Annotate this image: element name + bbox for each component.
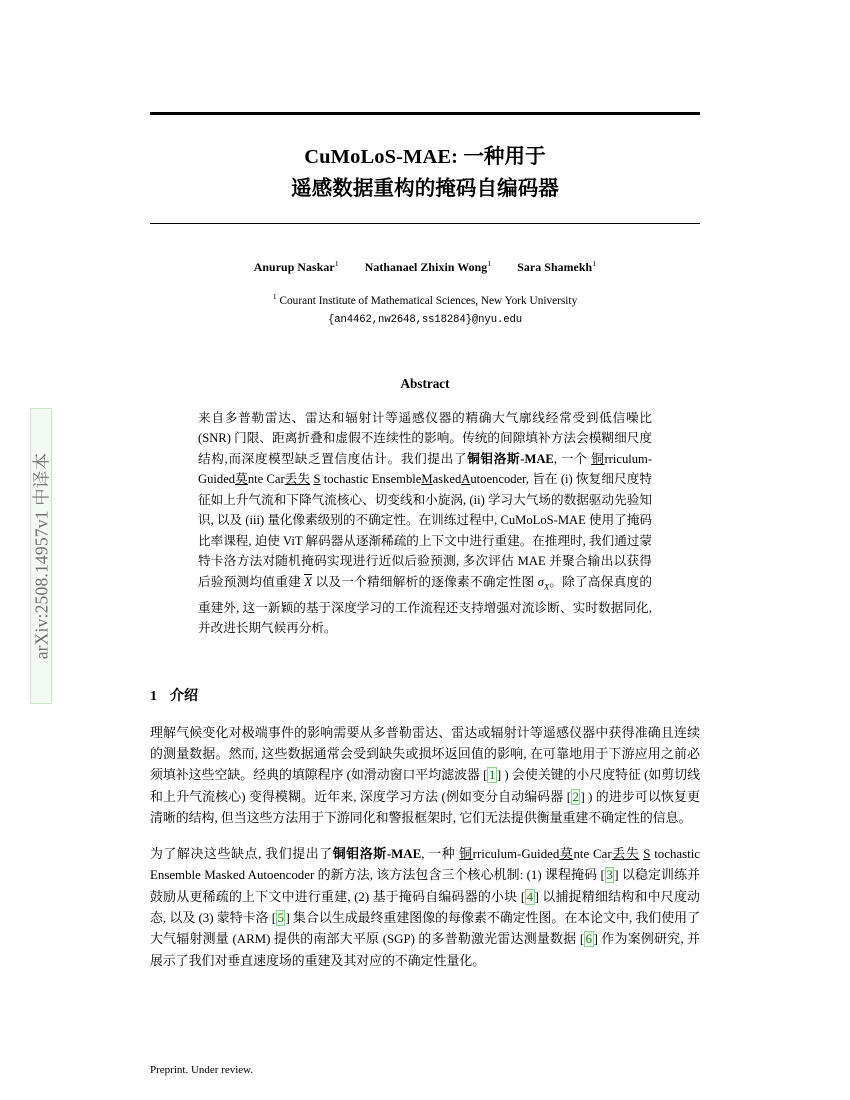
page-footer: Preprint. Under review.: [150, 1064, 254, 1076]
acronym-letter-mm: M: [421, 472, 433, 487]
paragraph-text: 集合以生成最终重建图像的每像素不确定性图。在本论文中, 我们使用了大气辐射测量 (ARM) 提供的南部大平原 (SGP) 的多普勒激光雷达测量数据: [150, 911, 700, 947]
section-title: 介绍: [170, 688, 198, 704]
contact-email: {an4462,nw2648,ss18284}@nyu.edu: [328, 313, 522, 326]
title-line-2: 遥感数据重构的掩码自编码器: [291, 178, 559, 200]
acronym-rest-4: tochastic Ensemble Masked Autoencoder: [150, 847, 701, 883]
paragraph-text: 以捕捉精细结构和中尺度动态, 以及 (3) 蒙特卡洛: [150, 889, 700, 926]
acronym-rest-6: utoencoder: [470, 472, 526, 487]
paragraph-text: 理解气候变化对极端事件的影响需要从多普勒雷达、雷达或辐射计等遥感仪器中获得准确且连续的测量数据。然而, 这些数据通常会受到缺失或损坏返回值的影响, 在可靠地用于下游应用之前必须填补这些空缺。经典的填隙程序 (如滑动窗口平均滤波器: [150, 725, 700, 783]
author-item: [517, 259, 596, 275]
paper-page: [150, 0, 700, 1100]
title-rule-thin: [150, 223, 700, 224]
affiliation-text: Courant Institute of Mathematical Sciences, New York University: [279, 294, 578, 307]
affiliation-mark: 1: [272, 291, 277, 301]
acronym-letter-s: S: [313, 472, 321, 487]
affiliation-block: [150, 288, 700, 329]
math-xbar: X: [304, 574, 313, 589]
citation-link-1[interactable]: 1: [488, 768, 496, 783]
acronym-rest-4: tochastic Ensemble: [320, 472, 422, 487]
acronym-letter-m: 莫: [235, 472, 248, 487]
paragraph-text: , 一种: [421, 847, 460, 862]
paragraph-text: 以稳定训练并鼓励从更稀疏的上下文中进行重建, (2) 基于掩码自编码器的小块: [150, 868, 700, 904]
paragraph-text: ) 会使关键的小尺度特征 (如剪切线和上升气流核心) 变得模糊。近年来, 深度学习方法 (例如变分自动编码器: [150, 768, 700, 804]
author-row: [150, 259, 700, 275]
abstract-text-b: , 一个: [553, 451, 592, 466]
acronym-letter-s: S: [643, 847, 651, 862]
section-heading-1: [150, 685, 700, 705]
paragraph: 为了解决这些缺点, 我们提出了铜钼洛斯-MAE, 一种 铜rriculum-Guided莫nte Car丢失 S tochastic Ensemble Masked Autoencoder 的新方法, 该方法包含三个核心机制: (1) 课程掩码 [ 3 ] 以稳定训练并鼓励从更稀疏的上下文中进行重建, (2) 基于掩码自编码器的小块 [ 4 ] 以捕捉精细结构和中尺度动态, 以及 (3) 蒙特卡洛 [ 5 ] 集合以生成最终重建图像的每像素不确定性图。在本论文中, 我们使用了大气辐射测量 (ARM) 提供的南部大平原 (SGP) 的多普勒激光雷达测量数据 [ 6 ] 作为案例研究, 并展示了我们对垂直速度场的重建及其对应的不确定性量化。: [150, 847, 701, 968]
page-title: [150, 141, 700, 205]
arxiv-stamp: [30, 408, 52, 704]
header-rule-thick: [150, 112, 700, 115]
abstract-text-e: 。除了高保真度的重建外, 这一新颖的基于深度学习的工作流程还支持增强对流诊断、实时数据同化, 并改进长期气候再分析。: [198, 574, 653, 636]
author-affil-mark: 1: [334, 259, 339, 268]
citation-link-3[interactable]: 3: [606, 868, 613, 883]
math-sigma: σ: [537, 574, 544, 589]
abstract-heading: Abstract: [400, 375, 450, 391]
author-block: [150, 259, 700, 329]
acronym-rest-2: nte Car: [247, 472, 285, 487]
abstract-model-name: 铜钼洛斯-MAE: [467, 451, 554, 466]
acronym-rest-1: rriculum-Guided: [472, 847, 560, 862]
paragraph-text: 为了解决这些缺点, 我们提出了: [150, 847, 333, 862]
arxiv-stamp-text: arXiv:2508.14957v1 中译本: [31, 452, 52, 660]
author-name: Sara Shamekh: [517, 259, 593, 274]
abstract-text-c: , 旨在 (i) 恢复细尺度特征如上升气流和下降气流核心、切变线和小旋涡, (ii) 学习大气场的数据驱动先验知识, 以及 (iii) 量化像素级别的不确定性。在训练过程中, CuMoLoS-MAE 使用了掩码比率课程, 迫使 ViT 解码器从逐渐稀疏的上下文中进行重建。在推理时, 我们通过蒙特卡洛方法对随机掩码实现进行近似后验预测, 多次评估 MAE 并聚合输出以获得后验预测均值重建: [198, 472, 653, 589]
abstract-text-d: 以及一个精细解析的逐像素不确定性图: [312, 574, 538, 589]
acronym-letter-lo: 丢失: [611, 847, 640, 862]
body-sections: [150, 685, 700, 972]
title-line-1: CuMoLoS-MAE: 一种用于: [304, 146, 546, 168]
math-sigma-subscript: X: [543, 582, 550, 592]
citation-link-5[interactable]: 5: [277, 911, 284, 926]
acronym-letter-a: A: [461, 472, 471, 487]
acronym-letter-m: 莫: [559, 847, 574, 862]
acronym-rest-2: nte Car: [573, 847, 612, 862]
acronym-rest-5: asked: [432, 472, 462, 487]
acronym-letter-lo: 丢失: [284, 472, 311, 487]
paragraph: 理解气候变化对极端事件的影响需要从多普勒雷达、雷达或辐射计等遥感仪器中获得准确且连续的测量数据。然而, 这些数据通常会受到缺失或损坏返回值的影响, 在可靠地用于下游应用之前必须填补这些空缺。经典的填隙程序 (如滑动窗口平均滤波器 [ 1 ] ) 会使关键的小尺度特征 (如剪切线和上升气流核心) 变得模糊。近年来, 深度学习方法 (例如变分自动编码器 [ 2 ] ) 的进步可以恢复更清晰的结构, 但当这些方法用于下游同化和警报框架时, 它们无法提供衡量重建不确定性的信息。: [150, 725, 700, 825]
acronym-letter-c: 铜: [459, 847, 473, 862]
author-affil-mark: 1: [592, 259, 597, 268]
section-number: 1: [150, 688, 157, 704]
model-name: 铜钼洛斯-MAE: [332, 847, 422, 862]
citation-link-2[interactable]: 2: [572, 789, 579, 804]
paragraph-text: 的新方法, 该方法包含三个核心机制: (1) 课程掩码: [314, 868, 601, 883]
abstract-section: [150, 376, 700, 639]
acronym-rest-1: rriculum-Guided: [198, 451, 653, 487]
author-item: [254, 259, 339, 275]
author-name: Nathanael Zhixin Wong: [364, 259, 488, 274]
citation-link-6[interactable]: 6: [585, 932, 593, 947]
paragraph-text: ) 的进步可以恢复更清晰的结构, 但当这些方法用于下游同化和警报框架时, 它们无法提供衡量重建不确定性的信息。: [150, 789, 700, 825]
acronym-letter-c: 铜: [591, 451, 605, 466]
citation-link-4[interactable]: 4: [526, 889, 534, 904]
author-affil-mark: 1: [487, 259, 492, 268]
abstract-text-a: 来自多普勒雷达、雷达和辐射计等遥感仪器的精确大气廓线经常受到低信噪比 (SNR) 门限、距离折叠和虚假不连续性的影响。传统的间隙填补方法会模糊细尺度结构,而深度模型缺乏置信度估计。我们提出了: [198, 410, 652, 466]
author-name: Anurup Naskar: [253, 259, 335, 274]
author-item: [365, 259, 492, 275]
paragraph-text: 作为案例研究, 并展示了我们对垂直速度场的重建及其对应的不确定性量化。: [150, 932, 700, 968]
abstract-body: [198, 408, 652, 639]
